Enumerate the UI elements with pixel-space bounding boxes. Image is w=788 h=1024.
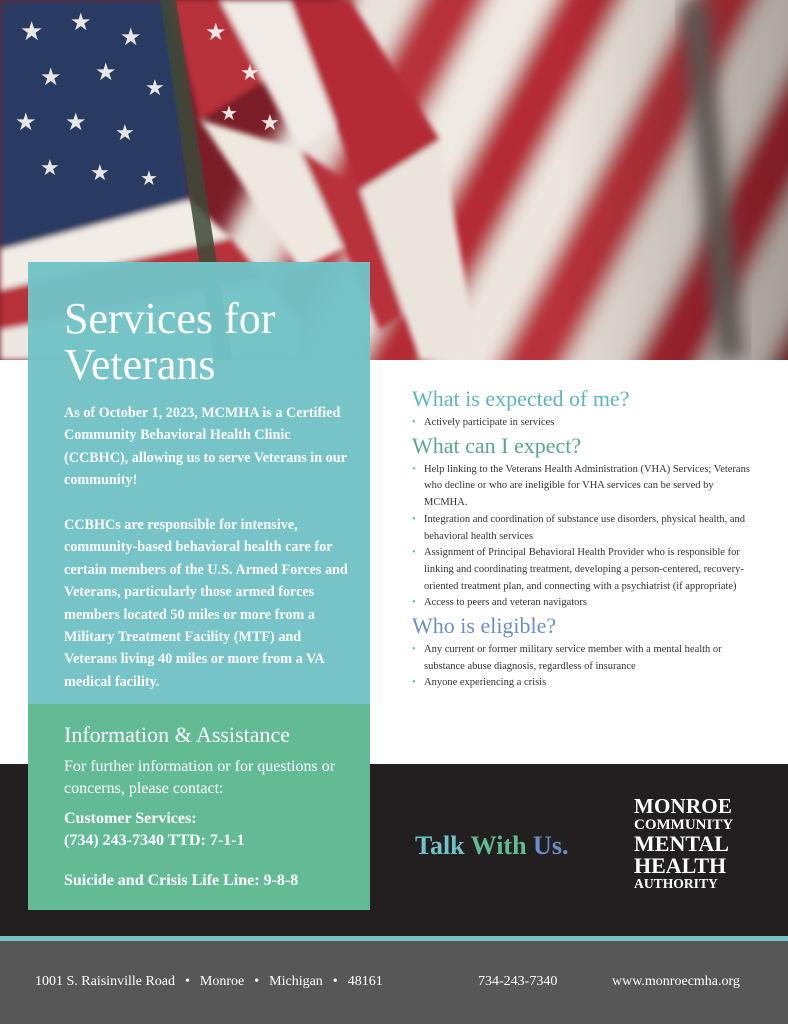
can-expect-heading: What can I expect? — [412, 432, 582, 458]
logo-line-monroe: MONROE — [634, 794, 733, 818]
bullet-icon: • — [412, 597, 416, 609]
bullet-icon: • — [412, 463, 416, 475]
logo-line-mental: MENTAL — [634, 831, 729, 856]
address-state: Michigan — [269, 974, 323, 989]
intro-text: As of October 1, 2023, MCMHA is a Certified Community Behavioral Health Clinic (CCBHC), allowing us to serve Veterans in our community! — [64, 405, 347, 489]
list-item: • Actively participate in services — [412, 415, 752, 432]
separator: • — [332, 974, 338, 989]
customer-services-label: Customer Services: — [64, 810, 197, 827]
separator: • — [185, 974, 190, 989]
list-item: • Access to peers and veteran navigators — [412, 595, 752, 612]
footer-website-link[interactable]: www.monroecmha.org — [612, 974, 740, 989]
tagline-word-us: Us. — [533, 831, 569, 860]
customer-services-phone: (734) 243-7340 TTD: 7-1-1 — [64, 832, 245, 849]
bullet-icon: • — [412, 644, 416, 656]
information-heading: Information & Assistance — [64, 722, 291, 747]
details-column — [412, 385, 752, 692]
services-panel — [28, 262, 370, 704]
page-title: Services for Veterans — [64, 294, 276, 389]
bullet-icon: • — [412, 547, 416, 559]
information-panel — [28, 704, 370, 910]
contact-text: For further information or for questions or concerns, please contact: — [64, 758, 336, 797]
svg-text:★: ★ — [95, 60, 117, 86]
mcmha-logo — [634, 796, 744, 891]
svg-text:★: ★ — [205, 20, 227, 46]
separator: • — [254, 974, 260, 989]
list-item: • Any current or former military service member with a mental health or substance abuse diagnosis, regardless of insurance — [412, 644, 722, 672]
address-city: Monroe — [199, 974, 245, 989]
address-street: 1001 S. Raisinville Road — [35, 974, 175, 989]
svg-text:★: ★ — [260, 110, 280, 135]
tagline-word-talk: Talk — [415, 831, 465, 860]
bullet-icon: • — [412, 513, 416, 525]
logo-line-community: COMMUNITY — [634, 817, 734, 833]
list-item: • Integration and coordination of substance use disorders, physical health, and behavioral health services — [412, 513, 746, 542]
svg-text:★: ★ — [40, 65, 62, 91]
ccbhc-description: CCBHCs are responsible for intensive, community-based behavioral health care for certain members of the U.S. Armed Forces and Veterans, particularly those armed forces members located 50 miles or more from a Military Treatment Facility (MTF) and Veterans living 40 miles or more from a VA medical facility. — [64, 517, 348, 690]
svg-text:★: ★ — [20, 17, 44, 46]
bullet-icon: • — [412, 417, 416, 428]
logo-line-health: HEALTH — [634, 853, 727, 878]
expected-list — [412, 415, 752, 432]
expected-heading: What is expected of me? — [412, 386, 630, 411]
svg-text:★: ★ — [140, 168, 158, 190]
svg-text:★: ★ — [240, 60, 260, 85]
footer — [0, 941, 788, 1024]
list-item: • Assignment of Principal Behavioral Health Provider who is responsible for linking and coordinating treatment, developing a person-centered, recovery-oriented treatment plan, and connecting with a psychiatrist (if appropriate) — [412, 547, 744, 592]
bullet-icon: • — [412, 677, 416, 689]
tagline — [415, 831, 568, 861]
footer-phone: 734-243-7340 — [478, 974, 558, 989]
footer-address — [35, 974, 383, 990]
svg-text:★: ★ — [120, 25, 142, 51]
svg-text:★: ★ — [115, 120, 135, 145]
crisis-line: Suicide and Crisis Life Line: 9-8-8 — [64, 872, 299, 889]
address-zip: 48161 — [347, 974, 383, 989]
eligible-list — [412, 642, 752, 692]
tagline-word-with: With — [470, 831, 527, 860]
svg-text:★: ★ — [90, 160, 110, 185]
svg-text:★: ★ — [220, 103, 238, 125]
logo-line-authority: AUTHORITY — [634, 876, 718, 891]
can-expect-list — [412, 462, 752, 612]
svg-text:★: ★ — [40, 155, 60, 180]
svg-text:★: ★ — [15, 110, 37, 136]
svg-text:★: ★ — [65, 110, 87, 136]
list-item: • Help linking to the Veterans Health Administration (VHA) Services; Veterans who decline or who are ineligible for VHA services can be served by MCMHA. — [412, 463, 750, 509]
list-item: • Anyone experiencing a crisis — [412, 675, 752, 692]
svg-text:★: ★ — [145, 75, 165, 100]
svg-text:★: ★ — [70, 10, 92, 36]
eligible-heading: Who is eligible? — [412, 613, 557, 639]
